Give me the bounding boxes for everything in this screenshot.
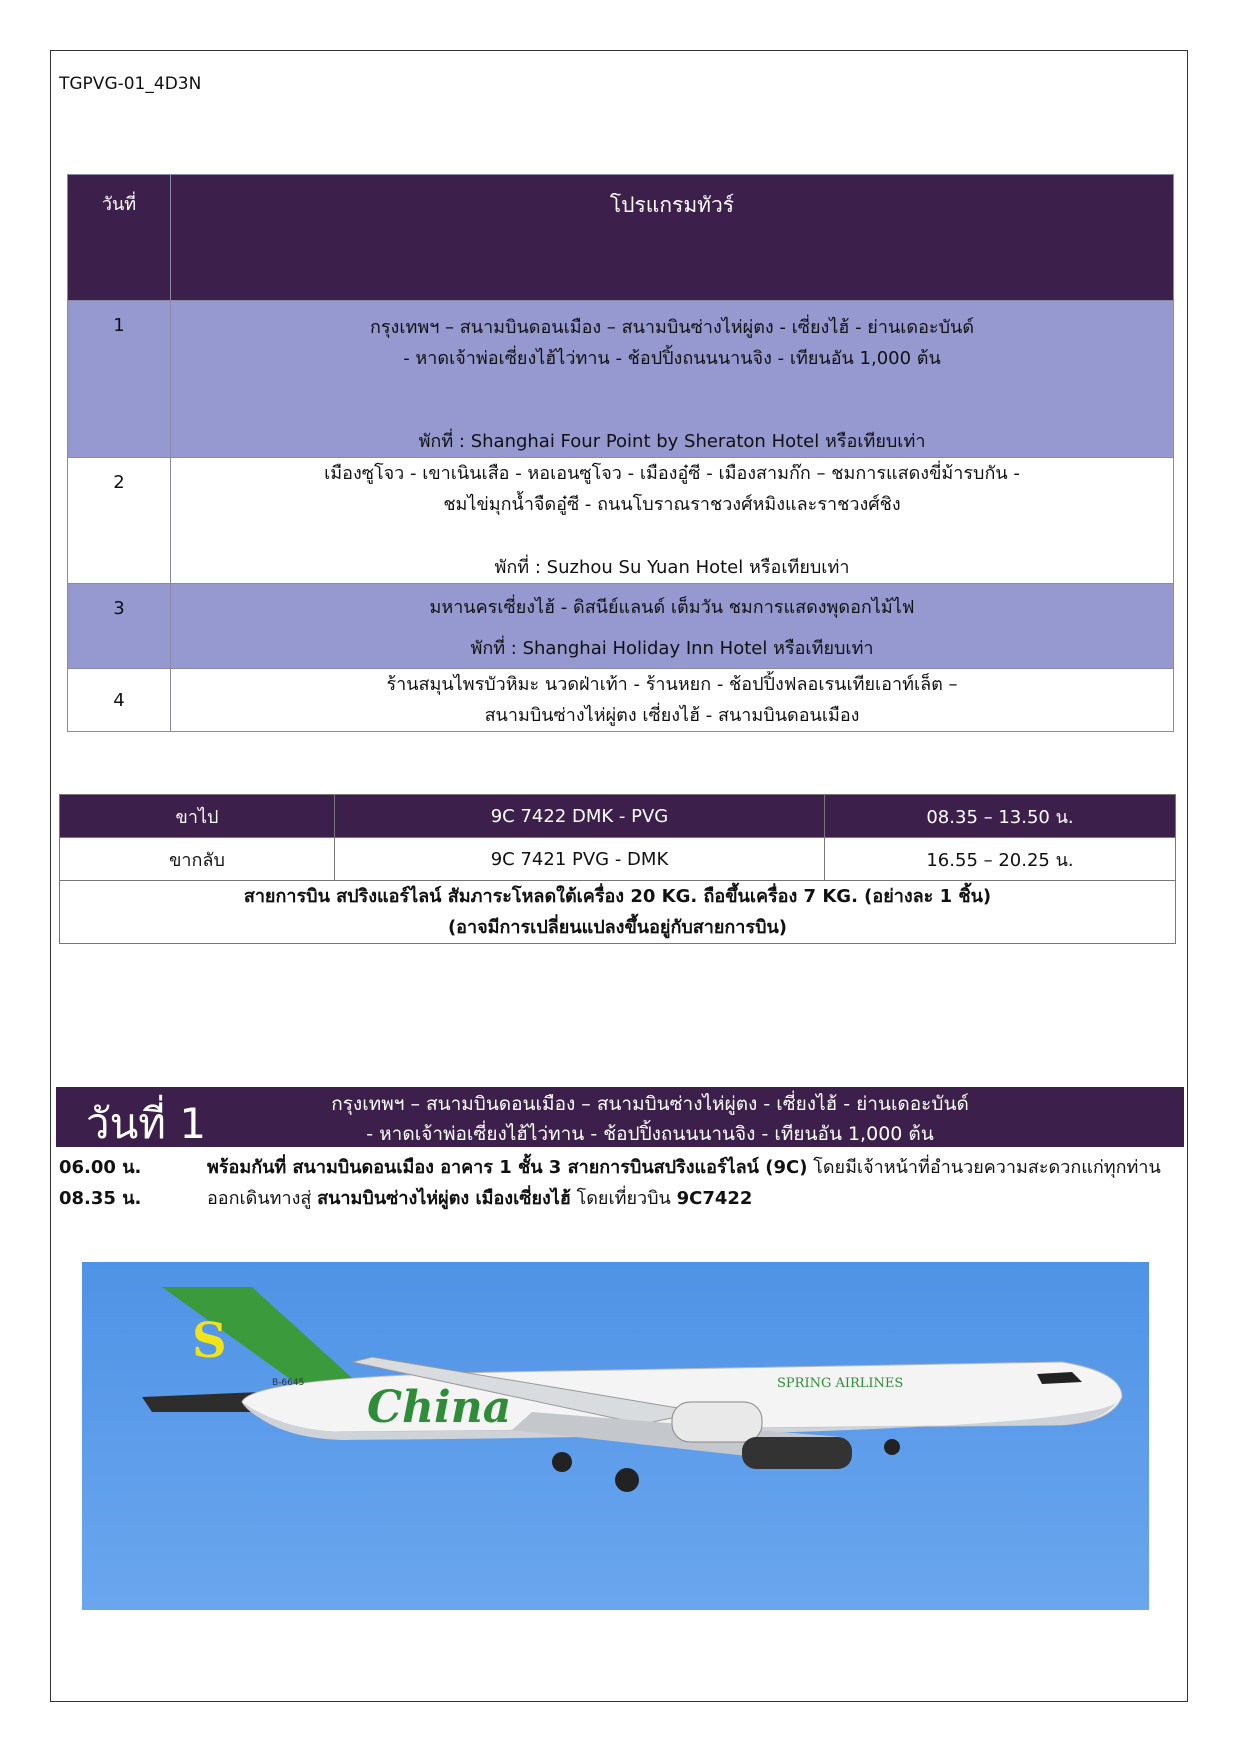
day-number: 1: [68, 301, 171, 458]
day-number: 4: [68, 669, 171, 732]
flight-row-return: [60, 838, 1176, 881]
livery-logo: China: [367, 1382, 512, 1433]
flight-number: 9C 7422 DMK - PVG: [335, 795, 825, 838]
flight-direction: ขากลับ: [60, 838, 335, 881]
schedule-text: โดยมีเจ้าหน้าที่อำนวยความสะดวกแก่ทุกท่าน: [807, 1157, 1161, 1178]
program-line: เมืองซูโจว - เขาเนินเสือ - หอเอนซูโจว - เมืองอู๋ซี - เมืองสามก๊ก – ชมการแสดงขี่ม้ารบกัน -: [324, 463, 1020, 484]
flight-time: 08.35 – 13.50 น.: [825, 795, 1176, 838]
program-line: - หาดเจ้าพ่อเซี่ยงไฮ้ไว่ทาน - ช้อปปิ้งถนนนานจิง - เทียนอัน 1,000 ต้น: [403, 348, 941, 369]
program-line: ชมไข่มุกน้ำจืดอู๋ซี - ถนนโบราณราชวงศ์หมิงและราชวงศ์ชิง: [443, 494, 901, 515]
flight-note-row: [60, 881, 1176, 944]
flight-direction: ขาไป: [60, 795, 335, 838]
day1-banner: [56, 1087, 1184, 1147]
program-table: [67, 174, 1174, 732]
spring-airlines-plane-photo: [82, 1262, 1149, 1610]
program-line: กรุงเทพฯ – สนามบินดอนเมือง – สนามบินซ่างไห่ผู่ตง - เซี่ยงไฮ้ - ย่านเดอะบันด์: [369, 317, 975, 338]
schedule-bold: พร้อมกันที่ สนามบินดอนเมือง อาคาร 1 ชั้น 3 สายการบินสปริงแอร์ไลน์ (9C): [207, 1157, 808, 1178]
registration: B-6645: [272, 1378, 305, 1388]
document-code: TGPVG-01_4D3N: [59, 74, 202, 94]
day1-subtitle-2: - หาดเจ้าพ่อเซี่ยงไฮ้ไว่ทาน - ช้อปปิ้งถนนนานจิง - เทียนอัน 1,000 ต้น: [366, 1123, 934, 1145]
program-row: [68, 584, 1174, 669]
day1-title: วันที่ 1: [86, 1099, 207, 1148]
hotel-line: พักที่ : Suzhou Su Yuan Hotel หรือเทียบเท่า: [494, 557, 850, 578]
flight-row-outbound: [60, 795, 1176, 838]
program-row: [68, 458, 1174, 584]
header-day: วันที่: [68, 175, 171, 301]
schedule-time: 06.00 น.: [59, 1157, 142, 1178]
header-program: โปรแกรมทัวร์: [171, 175, 1174, 301]
hotel-line: พักที่ : Shanghai Holiday Inn Hotel หรือเทียบเท่า: [470, 638, 874, 659]
hotel-line: พักที่ : Shanghai Four Point by Sheraton Hotel หรือเทียบเท่า: [418, 431, 926, 452]
svg-text:S: S: [192, 1313, 227, 1369]
program-line: สนามบินซ่างไห่ผู่ตง เซี่ยงไฮ้ - สนามบินดอนเมือง: [484, 705, 860, 726]
schedule-text: ออกเดินทางสู่: [207, 1188, 318, 1209]
schedule-time: 08.35 น.: [59, 1188, 142, 1209]
program-header-row: [68, 175, 1174, 301]
program-row: [68, 301, 1174, 458]
baggage-note: สายการบิน สปริงแอร์ไลน์ สัมภาระโหลดใต้เครื่อง 20 KG. ถือขึ้นเครื่อง 7 KG. (อย่างละ 1 ชิ้น): [243, 886, 992, 907]
livery-text: SPRING AIRLINES: [777, 1376, 904, 1391]
flight-time: 16.55 – 20.25 น.: [825, 838, 1176, 881]
day-number: 2: [68, 458, 171, 584]
schedule-bold: สนามบินซ่างไห่ผู่ตง เมืองเซี่ยงไฮ้: [317, 1188, 571, 1209]
program-line: ร้านสมุนไพรบัวหิมะ นวดฝ่าเท้า - ร้านหยก - ช้อปปิ้งฟลอเรนเทียเอาท์เล็ต –: [386, 674, 958, 695]
flight-table: [59, 794, 1176, 944]
program-row: [68, 669, 1174, 732]
day1-subtitle-1: กรุงเทพฯ – สนามบินดอนเมือง – สนามบินซ่างไห่ผู่ตง - เซี่ยงไฮ้ - ย่านเดอะบันด์: [331, 1093, 969, 1115]
flight-number: 9C 7421 PVG - DMK: [335, 838, 825, 881]
change-note: (อาจมีการเปลี่ยนแปลงขึ้นอยู่กับสายการบิน): [447, 917, 788, 938]
schedule-text: โดยเที่ยวบิน: [570, 1188, 677, 1209]
program-line: มหานครเซี่ยงไฮ้ - ดิสนีย์แลนด์ เต็มวัน ชมการแสดงพุดอกไม้ไฟ: [429, 597, 915, 618]
day-number: 3: [68, 584, 171, 669]
schedule-flight: 9C7422: [676, 1188, 753, 1209]
